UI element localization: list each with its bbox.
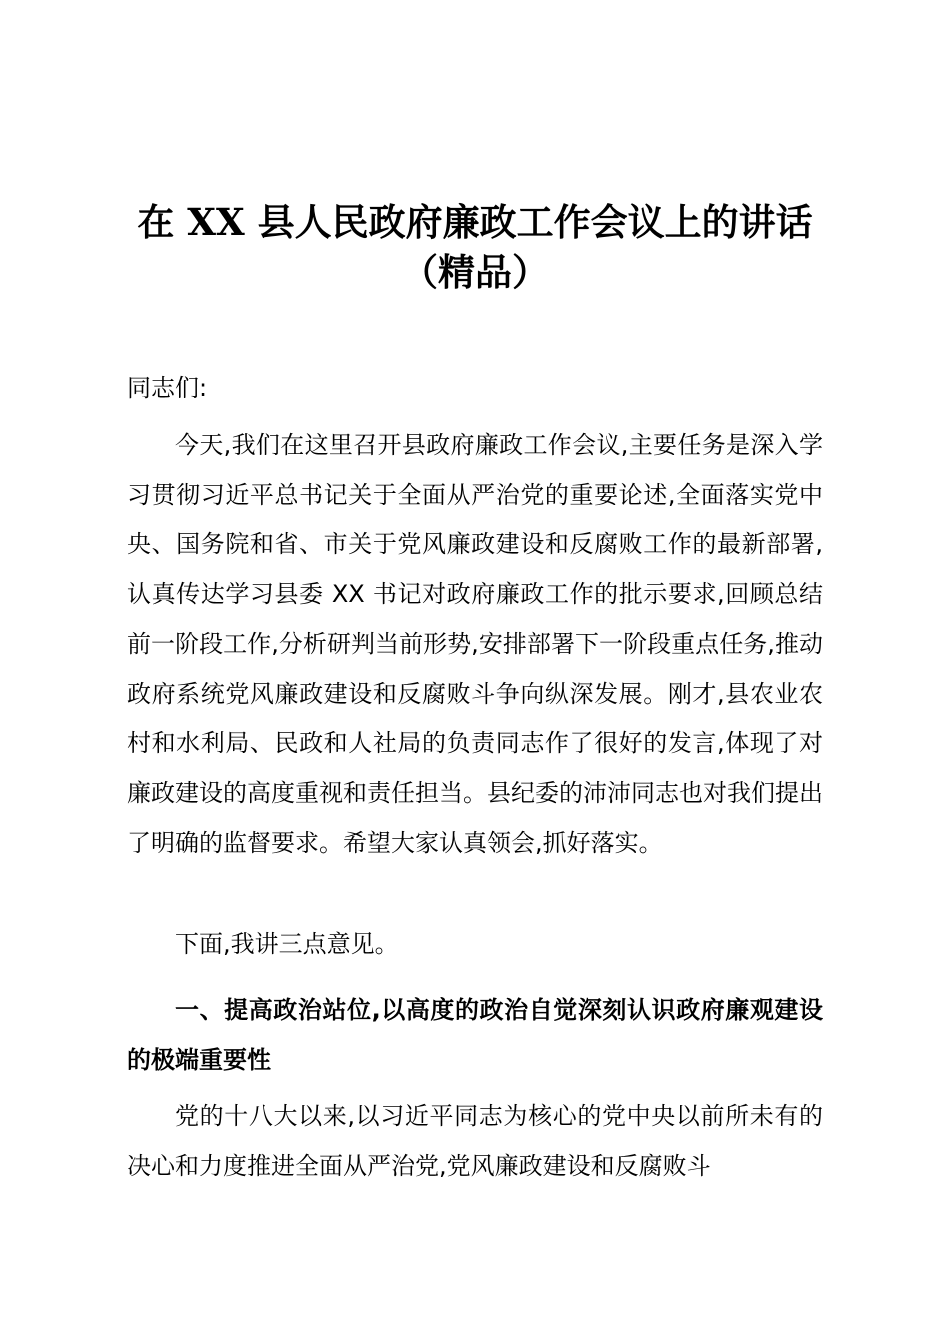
- paragraph-section-1: 党的十八大以来,以习近平同志为核心的党中央以前所未有的决心和力度推进全面从严治党,党风廉政建设和反腐败斗: [127, 1102, 823, 1180]
- salutation: 同志们:: [127, 374, 208, 402]
- section-heading-1: 一、提高政治站位,以高度的政治自觉深刻认识政府廉观建设的极端重要性: [127, 996, 823, 1074]
- paragraph-intro: 今天,我们在这里召开县政府廉政工作会议,主要任务是深入学习贯彻习近平总书记关于全面从严治党的重要论述,全面落实党中央、国务院和省、市关于党风廉政建设和反腐败工作的最新部署,认真传达学习县委 XX 书记对政府廉政工作的批示要求,回顾总结前一阶段工作,分析研判当前形势,安排部署下一阶段重点任务,推动政府系统党风廉政建设和反腐败斗争向纵深发展。刚才,县农业农村和水利局、民政和人社局的负责同志作了很好的发言,体现了对廉政建设的高度重视和责任担当。县纪委的沛沛同志也对我们提出了明确的监督要求。希望大家认真领会,抓好落实。: [127, 431, 823, 857]
- document-title: 在 XX 县人民政府廉政工作会议上的讲话: [137, 200, 813, 244]
- document-title-subtitle: （精品）: [401, 250, 549, 294]
- paragraph-outline: 下面,我讲三点意见。: [175, 930, 399, 958]
